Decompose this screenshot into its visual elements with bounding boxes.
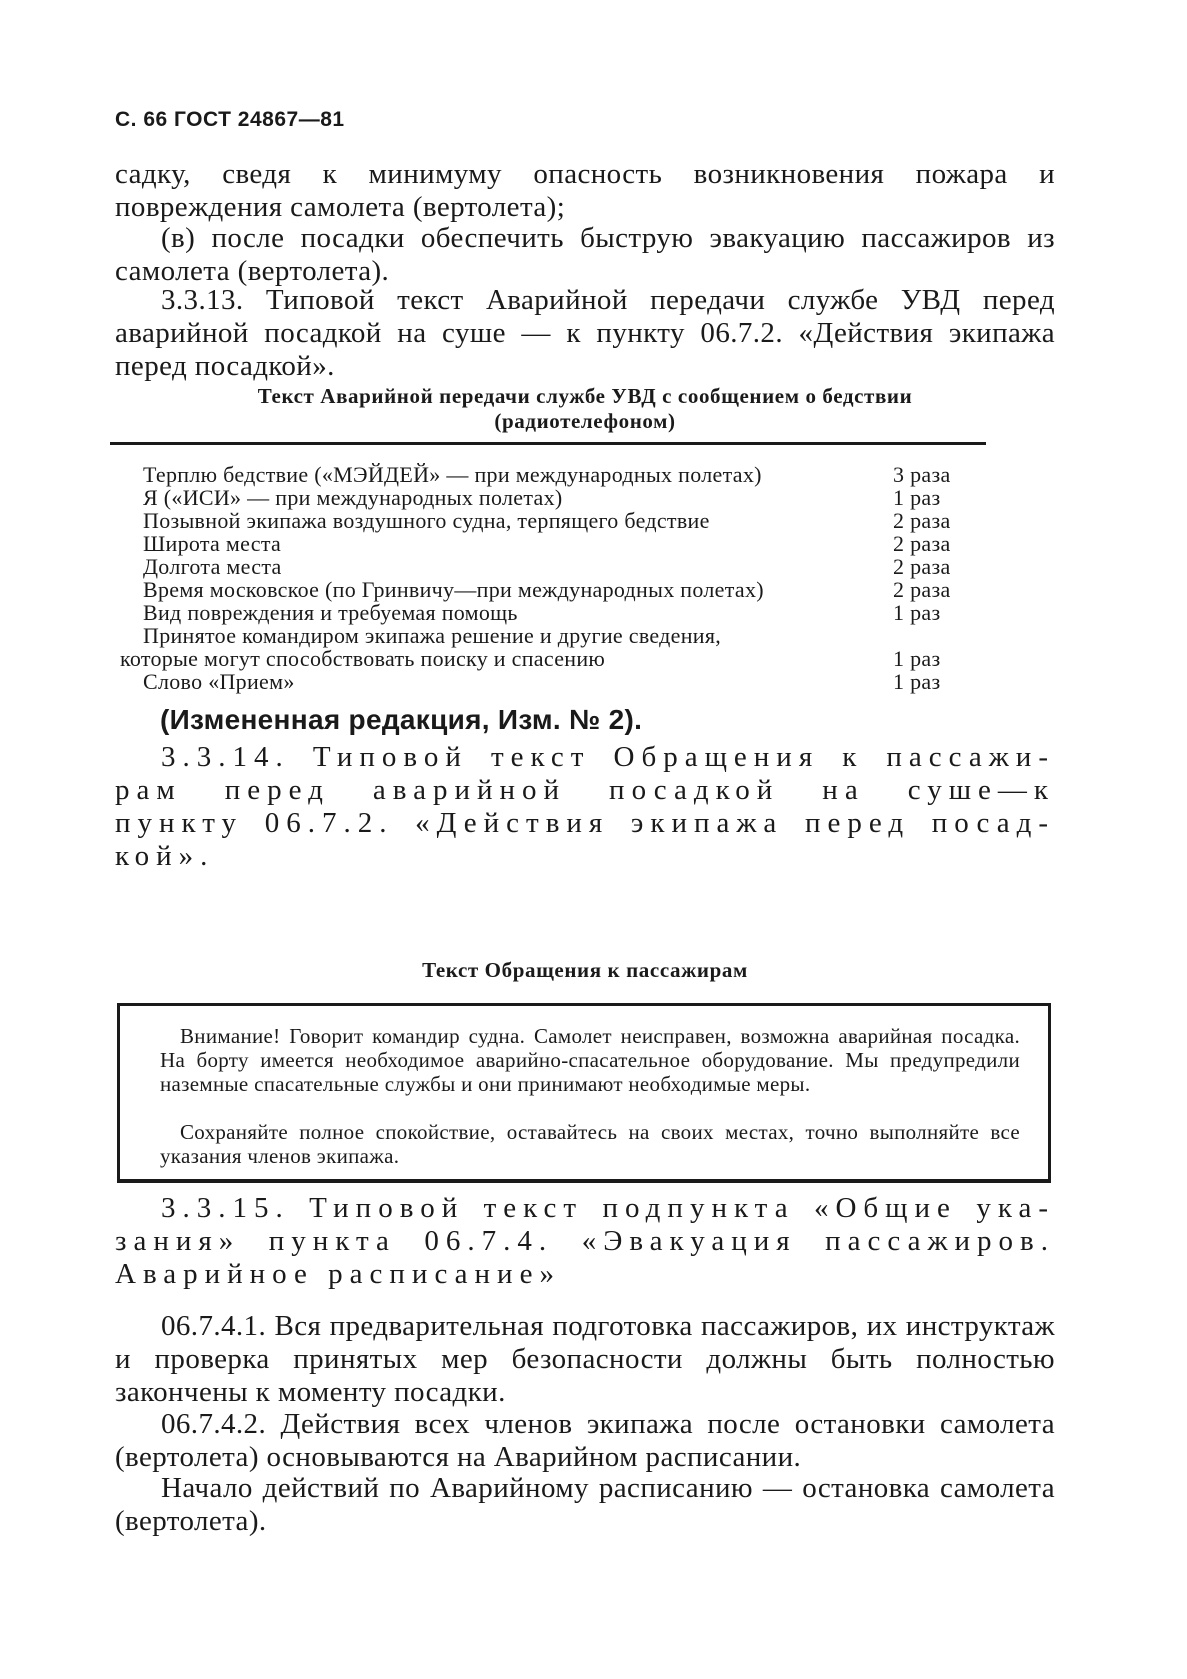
table1-row-count: 3 раза: [893, 462, 951, 487]
paragraph-evacuation-start: Начало действий по Аварийному расписанию — остановка самолета (вертолета).: [115, 1472, 1055, 1537]
table1-row-count: 2 раза: [893, 554, 951, 579]
paragraph-3-3-14-line3: пункту 06.7.2. «Действия экипажа перед посад-: [115, 807, 1055, 839]
paragraph-3-3-13: 3.3.13. Типовой текст Аварийной передачи службе УВД перед аварийной посадкой на суше — к пункту 06.7.2. «Действия экипажа перед посадкой».: [115, 284, 1055, 382]
paragraph-3-3-14-line4: кой».: [115, 840, 215, 872]
table1-row-text: Принятое командиром экипажа решение и другие сведения,: [143, 623, 722, 648]
table1-row-count: 1 раз: [893, 669, 941, 694]
paragraph-3-3-14: [115, 741, 1055, 873]
table1-title-line1: Текст Аварийной передачи службе УВД с сообщением о бедствии: [257, 384, 913, 408]
paragraph-3-3-15-line2: зания» пункта 06.7.4. «Эвакуация пассажиров.: [115, 1225, 1055, 1257]
table1-title: [115, 384, 1055, 434]
page-header: С. 66 ГОСТ 24867—81: [115, 108, 345, 131]
table1-row-count: 2 раза: [893, 508, 951, 533]
table1-row-text: Я («ИСИ» — при международных полетах): [143, 485, 563, 510]
table1-row-text: Долгота места: [143, 554, 282, 579]
paragraph-06-7-4-1: 06.7.4.1. Вся предварительная подготовка пассажиров, их инструктаж и проверка принятых мер безопасности должны быть полностью закончены к моменту посадки.: [115, 1310, 1055, 1408]
table1-row-text: Терплю бедствие («МЭЙДЕЙ» — при международных полетах): [143, 462, 762, 487]
box-title: Текст Обращения к пассажирам: [422, 958, 748, 982]
table1-row-text: которые могут способствовать поиску и спасению: [120, 646, 606, 671]
paragraph-3-3-14-line2: рам перед аварийной посадкой на суше—к: [115, 774, 1055, 806]
table1-row-count: 1 раз: [893, 485, 941, 510]
paragraph-3-3-15-line3: Аварийное расписание»: [115, 1258, 561, 1290]
paragraph-item-v: (в) после посадки обеспечить быструю эвакуацию пассажиров из самолета (вертолета).: [115, 222, 1055, 287]
box-paragraph-1: Внимание! Говорит командир судна. Самолет неисправен, возможна аварийная посадка. На борту имеется необходимое аварийно-спасательное оборудование. Мы предупредили наземные спасательные службы и они принимают необходимые меры.: [160, 1024, 1020, 1096]
table1-row-text: Широта места: [143, 531, 282, 556]
passenger-address-box: [117, 1003, 1051, 1183]
table1-row-count: 2 раза: [893, 577, 951, 602]
table1-row-text: Слово «Прием»: [143, 669, 295, 694]
table1-row-text: Позывной экипажа воздушного судна, терпящего бедствие: [143, 508, 710, 533]
table1-title-line2: (радиотелефоном): [494, 409, 676, 433]
paragraph-continuation: садку, сведя к минимуму опасность возникновения пожара и повреждения самолета (вертолета);: [115, 158, 1055, 223]
table1-row-text: Вид повреждения и требуемая помощь: [143, 600, 518, 625]
table1-top-rule: [110, 442, 986, 445]
table1-row-count: 1 раз: [893, 600, 941, 625]
box-paragraph-2: Сохраняйте полное спокойствие, оставайтесь на своих местах, точно выполняйте все указания членов экипажа.: [160, 1120, 1020, 1168]
table1-row-text: Время московское (по Гринвичу—при международных полетах): [143, 577, 764, 602]
paragraph-3-3-14-line1: 3.3.14. Типовой текст Обращения к пассажи-: [161, 741, 1055, 773]
table1-row-count: 1 раз: [893, 646, 941, 671]
edition-note: (Измененная редакция, Изм. № 2).: [160, 704, 643, 735]
paragraph-3-3-15-line1: 3.3.15. Типовой текст подпункта «Общие ука-: [161, 1192, 1055, 1224]
paragraph-06-7-4-2: 06.7.4.2. Действия всех членов экипажа после остановки самолета (вертолета) основываются на Аварийном расписании.: [115, 1408, 1055, 1473]
paragraph-3-3-15: [115, 1192, 1055, 1291]
table1-row-count: 2 раза: [893, 531, 951, 556]
